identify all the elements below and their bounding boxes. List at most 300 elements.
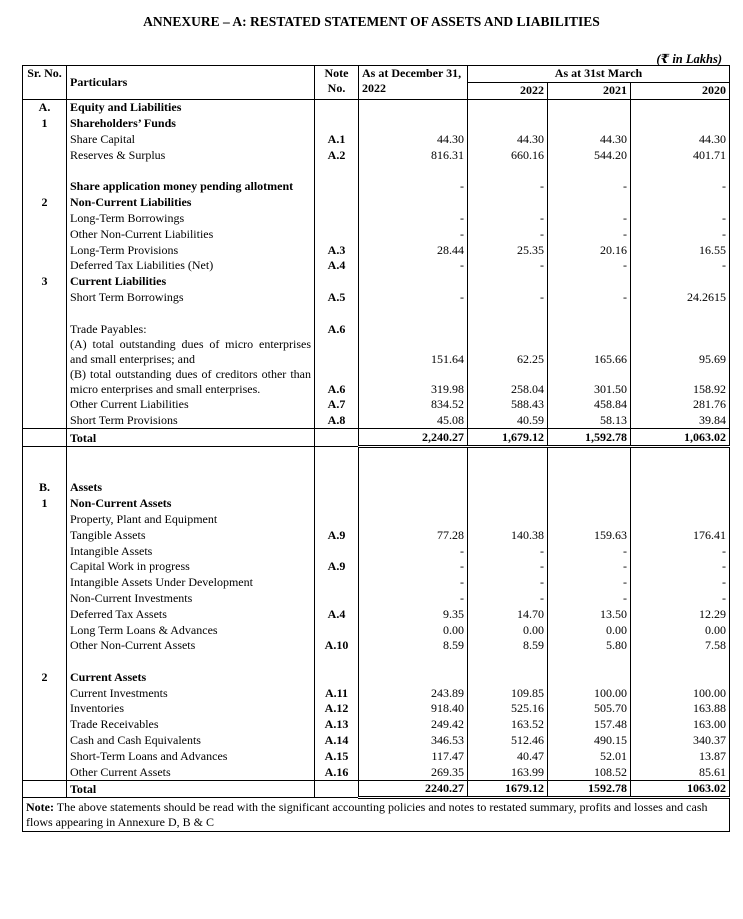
value-cell: 25.35	[468, 242, 548, 258]
note-cell	[315, 305, 359, 321]
value-cell: -	[631, 590, 730, 606]
table-row	[23, 574, 730, 590]
table-row	[23, 464, 730, 480]
value-cell: -	[359, 574, 468, 590]
header-row	[23, 66, 730, 83]
table-row	[23, 412, 730, 428]
header-sr: Sr. No.	[23, 66, 67, 100]
value-cell: 0.00	[359, 622, 468, 638]
particulars-cell: Other Current Liabilities	[67, 397, 315, 413]
value-cell	[631, 495, 730, 511]
particulars-cell: Cash and Cash Equivalents	[67, 732, 315, 748]
table-row	[23, 480, 730, 496]
value-cell: 458.84	[548, 397, 631, 413]
sr-cell	[23, 527, 67, 543]
value-cell	[548, 305, 631, 321]
value-cell: 157.48	[548, 716, 631, 732]
table-row	[23, 685, 730, 701]
note-cell: A.9	[315, 559, 359, 575]
table-row	[23, 367, 730, 397]
value-cell	[631, 511, 730, 527]
value-cell	[468, 511, 548, 527]
value-cell: 85.61	[631, 764, 730, 780]
table-row	[23, 397, 730, 413]
table-row	[23, 716, 730, 732]
value-cell: 0.00	[548, 622, 631, 638]
table-row	[23, 147, 730, 163]
header-march: As at 31st March	[468, 66, 730, 83]
table-row	[23, 194, 730, 210]
table-row	[23, 511, 730, 527]
sr-cell	[23, 210, 67, 226]
header-2020: 2020	[631, 82, 730, 99]
value-cell: 2240.27	[359, 780, 468, 798]
particulars-cell: (A) total outstanding dues of micro enterprises and small enterprises; and	[67, 337, 315, 367]
particulars-cell: Long-Term Provisions	[67, 242, 315, 258]
value-cell: 44.30	[548, 131, 631, 147]
particulars-cell: Trade Payables:	[67, 321, 315, 337]
sr-cell	[23, 258, 67, 274]
value-cell: -	[359, 543, 468, 559]
value-cell: 24.2615	[631, 289, 730, 305]
value-cell	[359, 511, 468, 527]
value-cell: 176.41	[631, 527, 730, 543]
table-row	[23, 289, 730, 305]
note-cell	[315, 653, 359, 669]
table-row	[23, 258, 730, 274]
value-cell: 158.92	[631, 367, 730, 397]
header-2021: 2021	[548, 82, 631, 99]
value-cell: -	[359, 226, 468, 242]
value-cell: 163.52	[468, 716, 548, 732]
note-cell: A.8	[315, 412, 359, 428]
sr-cell	[23, 622, 67, 638]
value-cell	[468, 305, 548, 321]
table-row	[23, 543, 730, 559]
particulars-cell: Total	[67, 429, 315, 447]
statement-table	[22, 65, 730, 832]
particulars-cell: Intangible Assets	[67, 543, 315, 559]
value-cell: -	[548, 226, 631, 242]
value-cell	[468, 194, 548, 210]
particulars-cell: Assets	[67, 480, 315, 496]
table-row	[23, 242, 730, 258]
value-cell: -	[468, 226, 548, 242]
note-cell: A.15	[315, 748, 359, 764]
note-cell: A.9	[315, 527, 359, 543]
value-cell: -	[359, 258, 468, 274]
particulars-cell: Non-Current Investments	[67, 590, 315, 606]
sr-cell	[23, 511, 67, 527]
value-cell	[548, 669, 631, 685]
value-cell	[359, 163, 468, 179]
value-cell: 44.30	[468, 131, 548, 147]
value-cell	[548, 480, 631, 496]
value-cell: 834.52	[359, 397, 468, 413]
sr-cell	[23, 716, 67, 732]
note-cell	[315, 464, 359, 480]
table-row	[23, 606, 730, 622]
sr-cell	[23, 429, 67, 447]
value-cell: 52.01	[548, 748, 631, 764]
sr-cell: 1	[23, 115, 67, 131]
value-cell: 1,063.02	[631, 429, 730, 447]
sr-cell	[23, 337, 67, 367]
value-cell: 401.71	[631, 147, 730, 163]
particulars-cell	[67, 653, 315, 669]
value-cell: 816.31	[359, 147, 468, 163]
value-cell: -	[631, 559, 730, 575]
sr-cell: A.	[23, 99, 67, 115]
value-cell: 9.35	[359, 606, 468, 622]
sr-cell	[23, 226, 67, 242]
value-cell	[548, 464, 631, 480]
value-cell	[468, 446, 548, 463]
currency-unit: (₹ in Lakhs)	[656, 52, 722, 66]
page-title: ANNEXURE – A: RESTATED STATEMENT OF ASSETS AND LIABILITIES	[143, 14, 600, 29]
sr-cell: 1	[23, 495, 67, 511]
value-cell	[548, 99, 631, 115]
table-row	[23, 559, 730, 575]
value-cell: 660.16	[468, 147, 548, 163]
note-cell: A.16	[315, 764, 359, 780]
value-cell: 58.13	[548, 412, 631, 428]
value-cell	[359, 446, 468, 463]
value-cell	[548, 115, 631, 131]
note-cell: A.13	[315, 716, 359, 732]
value-cell: -	[468, 543, 548, 559]
value-cell: -	[548, 574, 631, 590]
sr-cell	[23, 321, 67, 337]
value-cell: 12.29	[631, 606, 730, 622]
note-cell: A.6	[315, 367, 359, 397]
note-cell	[315, 194, 359, 210]
value-cell: 151.64	[359, 337, 468, 367]
value-cell: 165.66	[548, 337, 631, 367]
value-cell: 512.46	[468, 732, 548, 748]
particulars-cell: Other Current Assets	[67, 764, 315, 780]
table-row	[23, 701, 730, 717]
value-cell: 40.47	[468, 748, 548, 764]
value-cell	[359, 480, 468, 496]
value-cell: -	[631, 179, 730, 195]
value-cell: 39.84	[631, 412, 730, 428]
value-cell: -	[548, 289, 631, 305]
note-cell	[315, 226, 359, 242]
note-cell	[315, 780, 359, 798]
value-cell: -	[359, 590, 468, 606]
value-cell: 340.37	[631, 732, 730, 748]
note-cell: A.4	[315, 258, 359, 274]
value-cell	[548, 446, 631, 463]
table-row	[23, 305, 730, 321]
value-cell	[359, 464, 468, 480]
value-cell	[631, 480, 730, 496]
value-cell: 163.99	[468, 764, 548, 780]
particulars-cell: (B) total outstanding dues of creditors other than micro enterprises and small enterprises.	[67, 367, 315, 397]
value-cell: -	[631, 574, 730, 590]
table-row	[23, 210, 730, 226]
note-cell: A.14	[315, 732, 359, 748]
value-cell: 44.30	[359, 131, 468, 147]
particulars-cell: Deferred Tax Liabilities (Net)	[67, 258, 315, 274]
footnote	[23, 798, 730, 832]
value-cell	[631, 273, 730, 289]
note-cell: A.12	[315, 701, 359, 717]
particulars-cell	[67, 305, 315, 321]
table-row	[23, 590, 730, 606]
value-cell: 8.59	[468, 638, 548, 654]
table-row	[23, 273, 730, 289]
value-cell: -	[468, 210, 548, 226]
value-cell: 95.69	[631, 337, 730, 367]
note-cell: A.2	[315, 147, 359, 163]
particulars-cell: Non-Current Liabilities	[67, 194, 315, 210]
sr-cell	[23, 131, 67, 147]
value-cell	[631, 99, 730, 115]
value-cell: 14.70	[468, 606, 548, 622]
value-cell: 258.04	[468, 367, 548, 397]
value-cell	[359, 653, 468, 669]
sr-cell	[23, 638, 67, 654]
value-cell: 249.42	[359, 716, 468, 732]
value-cell	[468, 115, 548, 131]
value-cell	[359, 495, 468, 511]
table-row	[23, 99, 730, 115]
note-cell: A.11	[315, 685, 359, 701]
table-row	[23, 638, 730, 654]
value-cell: 140.38	[468, 527, 548, 543]
note-cell	[315, 669, 359, 685]
value-cell: -	[548, 179, 631, 195]
sr-cell	[23, 242, 67, 258]
particulars-cell: Short-Term Loans and Advances	[67, 748, 315, 764]
note-cell	[315, 273, 359, 289]
value-cell: -	[548, 559, 631, 575]
value-cell	[631, 653, 730, 669]
value-cell: 588.43	[468, 397, 548, 413]
value-cell: 2,240.27	[359, 429, 468, 447]
value-cell	[631, 194, 730, 210]
value-cell: 1,679.12	[468, 429, 548, 447]
value-cell: -	[631, 210, 730, 226]
value-cell	[548, 163, 631, 179]
table-row	[23, 226, 730, 242]
value-cell: 525.16	[468, 701, 548, 717]
sr-cell	[23, 163, 67, 179]
sr-cell	[23, 606, 67, 622]
value-cell	[631, 321, 730, 337]
value-cell	[631, 163, 730, 179]
sr-cell	[23, 780, 67, 798]
value-cell: -	[548, 258, 631, 274]
note-cell: A.5	[315, 289, 359, 305]
value-cell	[359, 321, 468, 337]
value-cell: 918.40	[359, 701, 468, 717]
footnote-label: Note:	[26, 800, 54, 815]
note-cell: A.7	[315, 397, 359, 413]
sr-cell	[23, 559, 67, 575]
note-cell: A.10	[315, 638, 359, 654]
value-cell: 40.59	[468, 412, 548, 428]
note-cell: A.6	[315, 321, 359, 337]
note-cell	[315, 115, 359, 131]
value-cell: 490.15	[548, 732, 631, 748]
sr-cell	[23, 289, 67, 305]
value-cell	[468, 480, 548, 496]
header-dec: As at December 31, 2022	[359, 66, 468, 100]
value-cell	[468, 653, 548, 669]
value-cell	[631, 446, 730, 463]
note-cell	[315, 210, 359, 226]
sr-cell	[23, 147, 67, 163]
sr-cell: 2	[23, 194, 67, 210]
value-cell: 20.16	[548, 242, 631, 258]
value-cell	[468, 99, 548, 115]
note-cell	[315, 337, 359, 367]
sr-cell	[23, 732, 67, 748]
note-cell	[315, 480, 359, 496]
value-cell	[631, 669, 730, 685]
sr-cell	[23, 179, 67, 195]
value-cell: 1679.12	[468, 780, 548, 798]
table-row	[23, 495, 730, 511]
note-cell	[315, 163, 359, 179]
value-cell	[548, 495, 631, 511]
value-cell: -	[359, 179, 468, 195]
header-2022: 2022	[468, 82, 548, 99]
table-row	[23, 179, 730, 195]
particulars-cell: Tangible Assets	[67, 527, 315, 543]
header-particulars: Particulars	[67, 66, 315, 100]
table-row	[23, 732, 730, 748]
value-cell: -	[468, 258, 548, 274]
note-cell	[315, 446, 359, 463]
value-cell: -	[359, 289, 468, 305]
value-cell: 28.44	[359, 242, 468, 258]
value-cell	[359, 194, 468, 210]
sr-cell: B.	[23, 480, 67, 496]
value-cell: 8.59	[359, 638, 468, 654]
table-row	[23, 669, 730, 685]
table-row	[23, 163, 730, 179]
particulars-cell: Property, Plant and Equipment	[67, 511, 315, 527]
table-row	[23, 527, 730, 543]
particulars-cell: Short Term Borrowings	[67, 289, 315, 305]
particulars-cell	[67, 446, 315, 463]
particulars-cell: Current Liabilities	[67, 273, 315, 289]
sr-cell: 3	[23, 273, 67, 289]
value-cell: -	[468, 179, 548, 195]
particulars-cell: Trade Receivables	[67, 716, 315, 732]
value-cell: -	[359, 559, 468, 575]
value-cell	[468, 464, 548, 480]
value-cell	[468, 163, 548, 179]
particulars-cell: Non-Current Assets	[67, 495, 315, 511]
value-cell: -	[548, 590, 631, 606]
particulars-cell: Current Investments	[67, 685, 315, 701]
value-cell: 163.88	[631, 701, 730, 717]
value-cell: -	[631, 226, 730, 242]
note-cell: A.4	[315, 606, 359, 622]
value-cell	[468, 495, 548, 511]
note-cell	[315, 574, 359, 590]
value-cell: 13.50	[548, 606, 631, 622]
sr-cell	[23, 367, 67, 397]
value-cell: -	[468, 559, 548, 575]
table-row	[23, 748, 730, 764]
sr-cell	[23, 464, 67, 480]
particulars-cell: Intangible Assets Under Development	[67, 574, 315, 590]
sr-cell	[23, 685, 67, 701]
particulars-cell: Other Non-Current Assets	[67, 638, 315, 654]
table-row	[23, 764, 730, 780]
value-cell: 544.20	[548, 147, 631, 163]
table-row	[23, 653, 730, 669]
note-cell	[315, 99, 359, 115]
value-cell: 108.52	[548, 764, 631, 780]
value-cell: 505.70	[548, 701, 631, 717]
total-row	[23, 429, 730, 447]
particulars-cell	[67, 464, 315, 480]
value-cell: 62.25	[468, 337, 548, 367]
note-cell	[315, 429, 359, 447]
value-cell	[548, 321, 631, 337]
note-cell	[315, 543, 359, 559]
value-cell: -	[631, 258, 730, 274]
value-cell	[548, 194, 631, 210]
particulars-cell: Total	[67, 780, 315, 798]
value-cell: 16.55	[631, 242, 730, 258]
value-cell: 346.53	[359, 732, 468, 748]
value-cell: 301.50	[548, 367, 631, 397]
value-cell: -	[359, 210, 468, 226]
total-row	[23, 780, 730, 798]
particulars-cell: Share application money pending allotment	[67, 179, 315, 195]
sr-cell	[23, 748, 67, 764]
value-cell: 243.89	[359, 685, 468, 701]
sr-cell	[23, 412, 67, 428]
value-cell: 163.00	[631, 716, 730, 732]
table-row	[23, 131, 730, 147]
footnote-text: The above statements should be read with the significant accounting policies and notes to restated summary, profits and losses and cash flows appearing in Annexure D, B & C	[26, 800, 708, 830]
sr-cell	[23, 590, 67, 606]
value-cell	[468, 669, 548, 685]
note-cell	[315, 590, 359, 606]
particulars-cell: Current Assets	[67, 669, 315, 685]
value-cell: 117.47	[359, 748, 468, 764]
value-cell: 13.87	[631, 748, 730, 764]
value-cell: 7.58	[631, 638, 730, 654]
value-cell: 44.30	[631, 131, 730, 147]
table-row	[23, 337, 730, 367]
table-row	[23, 115, 730, 131]
value-cell	[548, 653, 631, 669]
value-cell: 45.08	[359, 412, 468, 428]
value-cell	[548, 511, 631, 527]
value-cell: -	[468, 289, 548, 305]
table-row	[23, 446, 730, 463]
note-cell	[315, 511, 359, 527]
value-cell: 100.00	[631, 685, 730, 701]
particulars-cell: Deferred Tax Assets	[67, 606, 315, 622]
value-cell: -	[548, 543, 631, 559]
value-cell: -	[548, 210, 631, 226]
note-cell	[315, 495, 359, 511]
sr-cell	[23, 305, 67, 321]
value-cell: 1592.78	[548, 780, 631, 798]
value-cell: 281.76	[631, 397, 730, 413]
